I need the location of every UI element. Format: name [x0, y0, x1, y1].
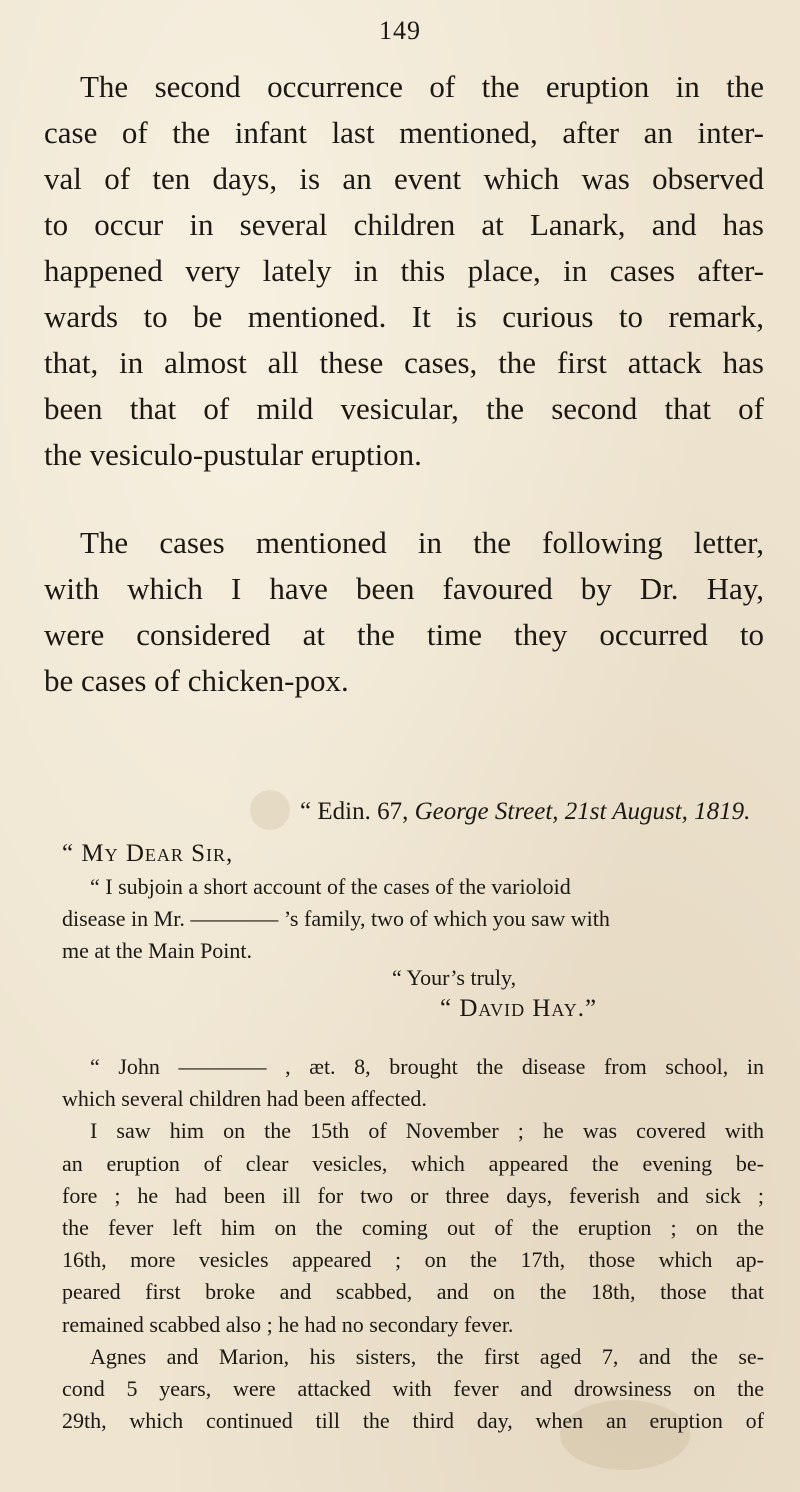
- text-line: which several children had been affected.: [62, 1086, 427, 1112]
- paragraph-2: [44, 520, 764, 704]
- letter-salutation: “ My Dear Sir,: [62, 840, 234, 867]
- text-line: happened very lately in this place, in cases after-: [44, 253, 764, 288]
- text-line: 16th, more vesicles appeared ; on the 17th, those which ap-: [62, 1247, 764, 1273]
- letter-body: [62, 871, 762, 967]
- text-line: “ I subjoin a short account of the cases of the varioloid: [90, 874, 571, 899]
- letter-heading-place: “ Edin. 67,: [300, 798, 415, 825]
- letter-heading-date: George Street, 21st August, 1819.: [414, 798, 751, 825]
- text-line: The second occurrence of the eruption in the: [80, 69, 764, 104]
- text-line: cond 5 years, were attacked with fever and drowsiness on the: [62, 1376, 764, 1402]
- text-line: val of ten days, is an event which was observed: [44, 161, 764, 196]
- letter-closing: “ Your’s truly,: [392, 965, 517, 990]
- case-description: [62, 1051, 764, 1437]
- paper-stain: [250, 790, 290, 830]
- text-line: been that of mild vesicular, the second that of: [44, 391, 764, 426]
- text-line: remained scabbed also ; he had no secondary fever.: [62, 1311, 514, 1337]
- text-line: I saw him on the 15th of November ; he was covered with: [90, 1118, 764, 1144]
- text-line: peared first broke and scabbed, and on the 18th, those that: [62, 1279, 764, 1305]
- text-line: 29th, which continued till the third day, when an eruption of: [62, 1408, 764, 1434]
- page-number: 149: [379, 16, 421, 45]
- text-line: an eruption of clear vesicles, which appeared the evening be-: [62, 1150, 764, 1176]
- text-line: me at the Main Point.: [62, 938, 253, 963]
- text-line: be cases of chicken-pox.: [44, 663, 349, 698]
- text-line: that, in almost all these cases, the first attack has: [44, 345, 764, 380]
- text-line: wards to be mentioned. It is curious to remark,: [44, 299, 764, 334]
- text-line: the vesiculo-pustular eruption.: [44, 437, 422, 472]
- text-line: fore ; he had been ill for two or three days, feverish and sick ;: [62, 1182, 764, 1208]
- text-line: “ John ———— , æt. 8, brought the disease from school, in: [90, 1054, 764, 1079]
- letter-heading: [300, 798, 750, 826]
- text-line: Agnes and Marion, his sisters, the first aged 7, and the se-: [90, 1343, 764, 1369]
- text-line: The cases mentioned in the following letter,: [80, 525, 764, 560]
- paragraph-1: [44, 64, 764, 478]
- text-line: disease in Mr. ———— ’s family, two of which you saw with: [62, 906, 610, 931]
- text-line: to occur in several children at Lanark, and has: [44, 207, 764, 242]
- letter-signature: “ David Hay.”: [440, 995, 598, 1022]
- text-line: with which I have been favoured by Dr. Hay,: [44, 571, 764, 606]
- text-line: case of the infant last mentioned, after an inter-: [44, 115, 764, 150]
- text-line: the fever left him on the coming out of the eruption ; on the: [62, 1215, 764, 1241]
- text-line: were considered at the time they occurred to: [44, 617, 764, 652]
